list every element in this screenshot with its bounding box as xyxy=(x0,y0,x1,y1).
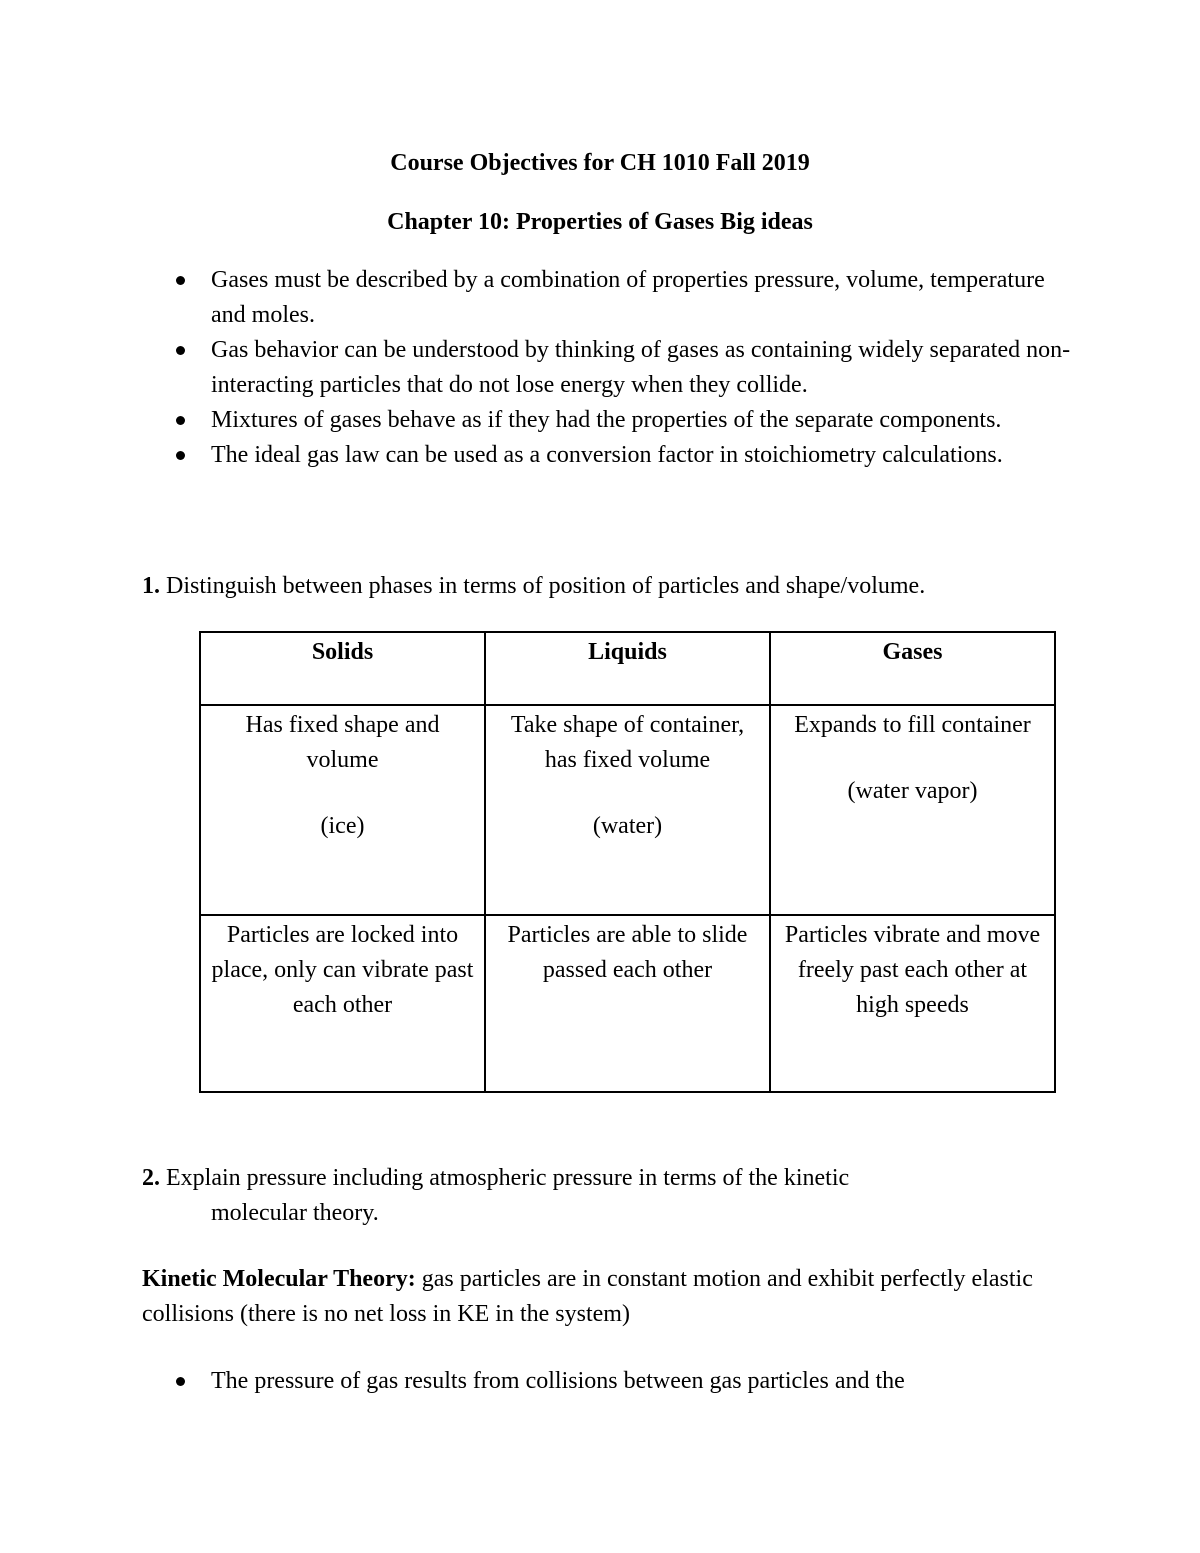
table-cell xyxy=(200,705,485,915)
bullet-icon xyxy=(176,1377,185,1386)
page-title: Course Objectives for CH 1010 Fall 2019 xyxy=(390,150,810,176)
big-idea-text: Mixtures of gases behave as if they had the properties of the separate components. xyxy=(211,407,1002,433)
cell-description: Has fixed shape and volume xyxy=(245,712,440,773)
bullet-icon xyxy=(176,346,185,355)
cell-description: Expands to fill container xyxy=(794,712,1031,738)
kmt-definition xyxy=(142,1262,1082,1332)
bullet-icon xyxy=(176,416,185,425)
big-idea-text: Gas behavior can be understood by thinking of gases as containing widely separated non-interacting particles that do not lose energy when they collide. xyxy=(211,337,1071,398)
objective-text-continued: molecular theory. xyxy=(211,1200,379,1226)
phase-table xyxy=(199,631,1056,1093)
table-cell: Particles are locked into place, only can vibrate past each other xyxy=(200,915,485,1092)
objective-number: 1. xyxy=(142,573,160,599)
table-row xyxy=(200,705,1055,915)
column-header-gases: Gases xyxy=(770,632,1055,705)
big-idea-text: Gases must be described by a combination of properties pressure, volume, temperature and moles. xyxy=(211,267,1045,328)
objective-1 xyxy=(142,569,1082,604)
cell-example: (ice) xyxy=(320,813,365,839)
column-header-liquids: Liquids xyxy=(485,632,770,705)
cell-description: Take shape of container, has fixed volume xyxy=(510,712,745,773)
cell-example: (water) xyxy=(592,813,663,839)
table-cell xyxy=(485,705,770,915)
table-cell xyxy=(770,705,1055,915)
list-item xyxy=(0,438,1200,473)
bullet-icon xyxy=(176,451,185,460)
big-ideas-list xyxy=(0,263,1200,473)
list-item xyxy=(0,263,1200,333)
list-item xyxy=(0,403,1200,438)
pressure-bullet-text: The pressure of gas results from collisions between gas particles and the xyxy=(211,1368,905,1394)
chapter-heading: Chapter 10: Properties of Gases Big ideas xyxy=(387,209,813,235)
kmt-definition-text: gas particles are in constant motion and exhibit perfectly elastic collisions (there is no net loss in KE in the system) xyxy=(142,1266,1033,1327)
table-header-row xyxy=(200,632,1055,705)
objective-text: Explain pressure including atmospheric pressure in terms of the kinetic xyxy=(160,1165,850,1191)
objective-text: Distinguish between phases in terms of position of particles and shape/volume. xyxy=(160,573,926,599)
bullet-icon xyxy=(176,276,185,285)
table-cell: Particles are able to slide passed each other xyxy=(485,915,770,1092)
table-row xyxy=(200,915,1055,1092)
table-cell: Particles vibrate and move freely past each other at high speeds xyxy=(770,915,1055,1092)
list-item xyxy=(0,333,1200,403)
list-item xyxy=(0,1364,1200,1399)
column-header-solids: Solids xyxy=(200,632,485,705)
pressure-list xyxy=(0,1364,1200,1399)
objective-number: 2. xyxy=(142,1165,160,1191)
big-idea-text: The ideal gas law can be used as a conversion factor in stoichiometry calculations. xyxy=(211,442,1003,468)
kmt-term: Kinetic Molecular Theory: xyxy=(142,1266,416,1292)
objective-2 xyxy=(142,1161,1082,1231)
cell-example: (water vapor) xyxy=(847,778,978,804)
